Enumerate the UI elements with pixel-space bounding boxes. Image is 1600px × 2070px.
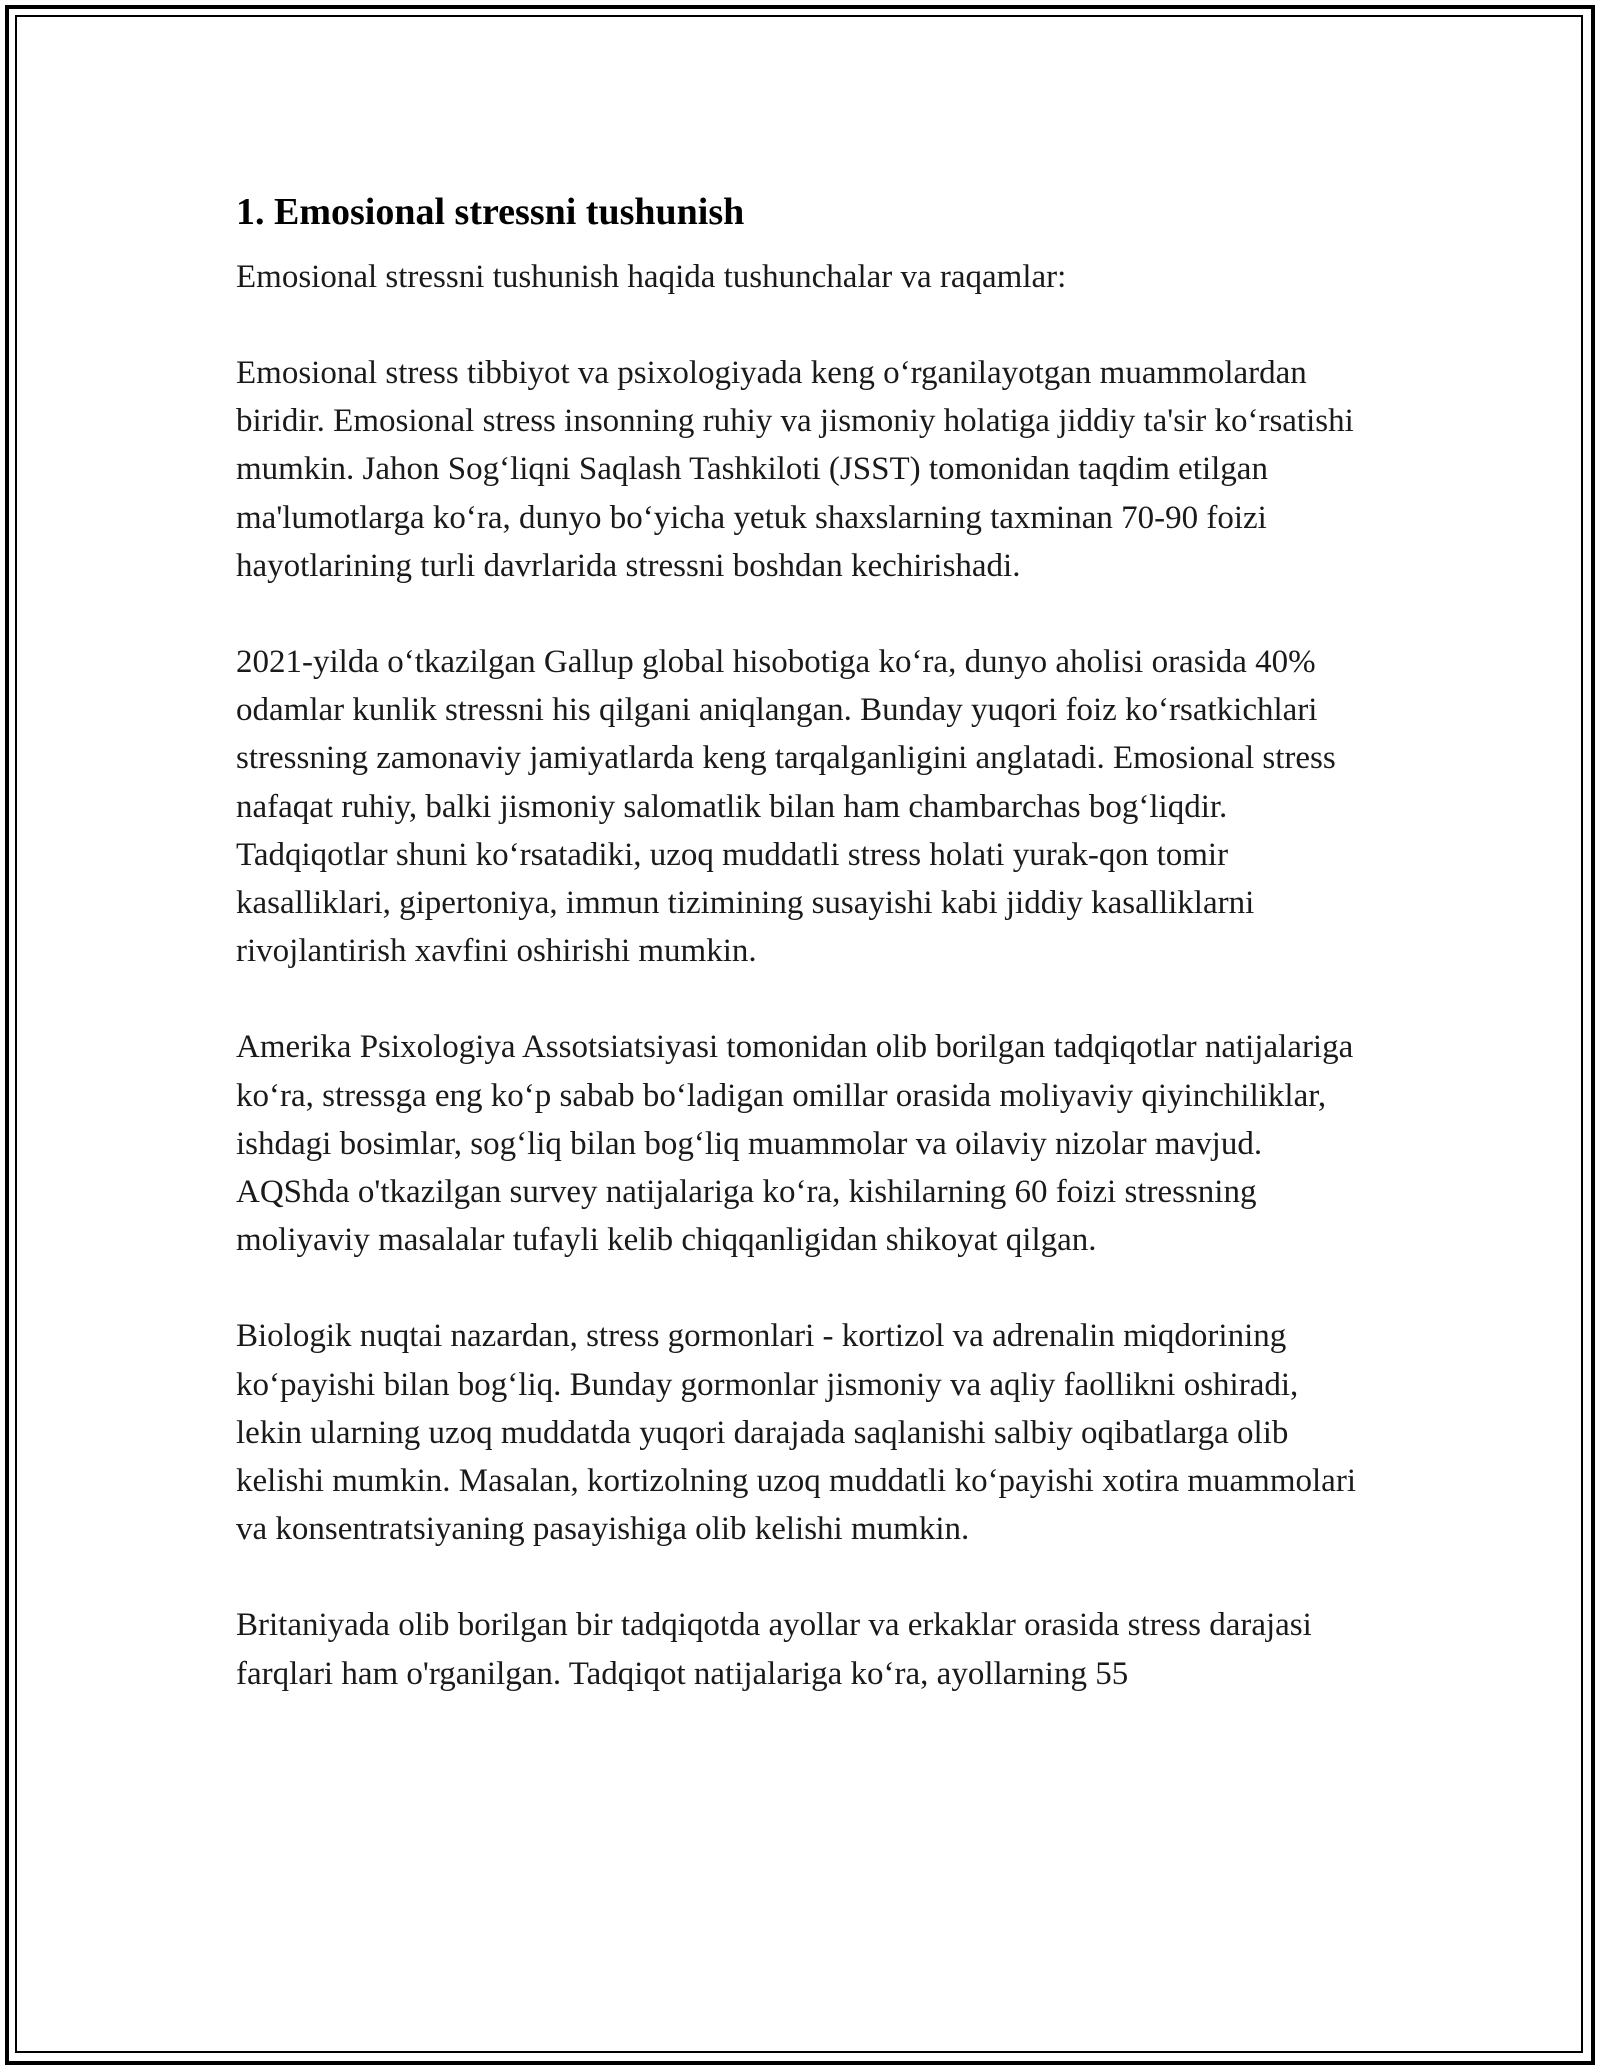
- section-heading: 1. Emosional stressni tushunish: [236, 191, 745, 233]
- paragraph-2: 2021-yilda o‘tkazilgan Gallup global hisobotiga ko‘ra, dunyo aholisi orasida 40% odamlar kunlik stressni his qilgani aniqlangan. Bunday yuqori foiz ko‘rsatkichlari stressning zamonaviy jamiyatlarda keng tarqalganligini anglatadi. Emosional stress nafaqat ruhiy, balki jismoniy salomatlik bilan ham chambarchas bog‘liqdir. Tadqiqotlar shuni ko‘rsatadiki, uzoq muddatli stress holati yurak-qon tomir kasalliklari, gipertoniya, immun tizimining susayishi kabi jiddiy kasalliklarni rivojlantirish xavfini oshirishi mumkin.: [236, 644, 1336, 970]
- paragraph-5: Britaniyada olib borilgan bir tadqiqotda ayollar va erkaklar orasida stress darajasi farqlari ham o'rganilgan. Tadqiqot natijalariga ko‘ra, ayollarning 55: [236, 1607, 1312, 1692]
- intro-paragraph: Emosional stressni tushunish haqida tushunchalar va raqamlar:: [236, 259, 1067, 295]
- paragraph-4: Biologik nuqtai nazardan, stress gormonlari - kortizol va adrenalin miqdorining ko‘payishi bilan bog‘liq. Bunday gormonlar jismoniy va aqliy faollikni oshiradi, lekin ularning uzoq muddatda yuqori darajada saqlanishi salbiy oqibatlarga olib kelishi mumkin. Masalan, kortizolning uzoq muddatli ko‘payishi xotira muammolari va konsentratsiyaning pasayishiga olib kelishi mumkin.: [236, 1318, 1356, 1548]
- paragraph-3: Amerika Psixologiya Assotsiatsiyasi tomonidan olib borilgan tadqiqotlar natijalariga ko‘ra, stressga eng ko‘p sabab bo‘ladigan omillar orasida moliyaviy qiyinchiliklar, ishdagi bosimlar, sog‘liq bilan bog‘liq muammolar va oilaviy nizolar mavjud. AQShda o'tkazilgan survey natijalariga ko‘ra, kishilarning 60 foizi stressning moliyaviy masalalar tufayli kelib chiqqanligidan shikoyat qilgan.: [236, 1029, 1354, 1259]
- paragraph-1: Emosional stress tibbiyot va psixologiyada keng o‘rganilayotgan muammolardan biridir. Emosional stress insonning ruhiy va jismoniy holatiga jiddiy ta'sir ko‘rsatishi mumkin. Jahon Sog‘liqni Saqlash Tashkiloti (JSST) tomonidan taqdim etilgan ma'lumotlarga ko‘ra, dunyo bo‘yicha yetuk shaxslarning taxminan 70-90 foizi hayotlarining turli davrlarida stressni boshdan kechirishadi.: [236, 355, 1354, 584]
- document-body: [236, 183, 1366, 1746]
